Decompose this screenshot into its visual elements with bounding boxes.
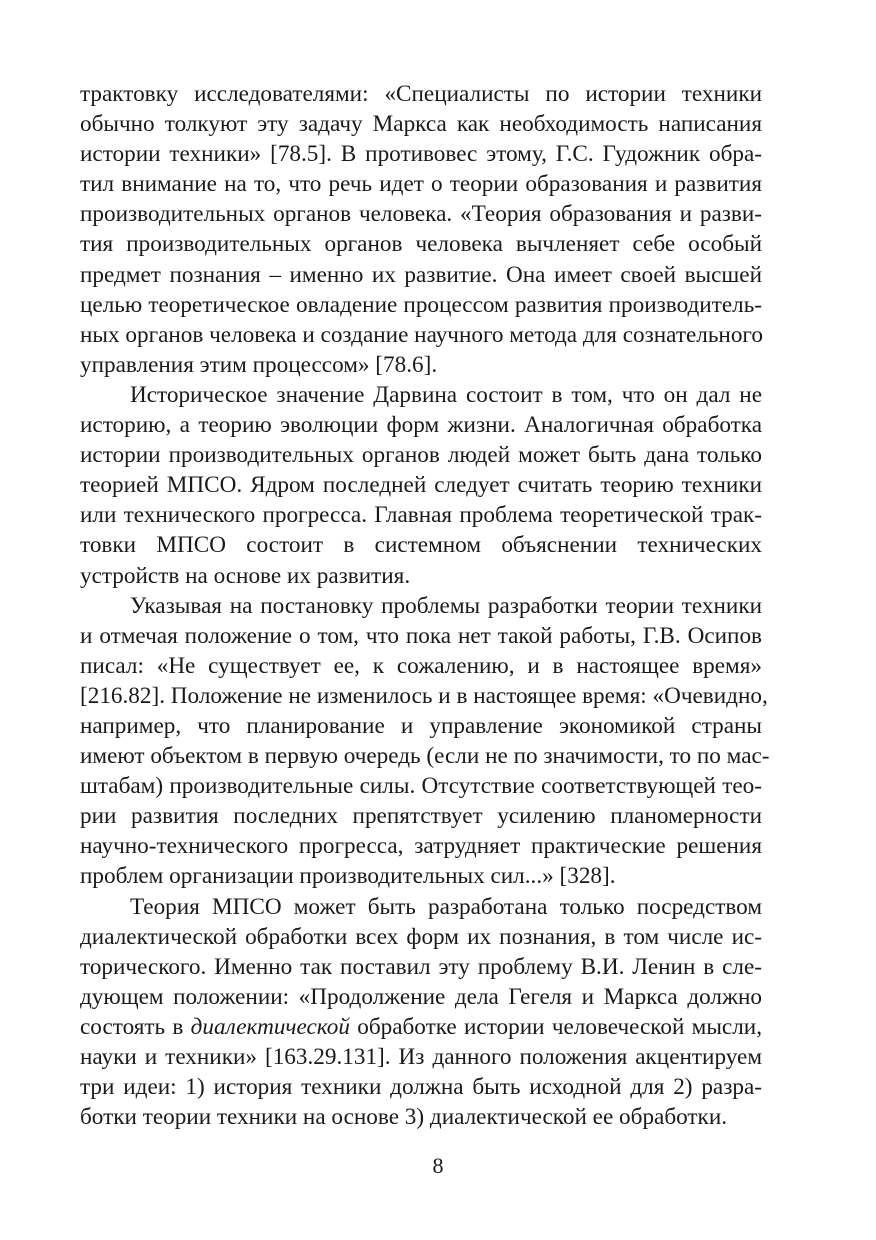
body-text [80, 79, 770, 1132]
text-line: писал: «Не существует ее, к сожалению, и в настоящее время» [80, 652, 762, 679]
text-line: науки и техники» [163.29.131]. Из данного положения акцентируем [80, 1044, 762, 1070]
text-line [80, 1012, 762, 1042]
text-line: теорией МПСО. Ядром последней следует считать теорию техники [80, 472, 762, 499]
text-line: тил внимание на то, что речь идет о теории образования и развития [80, 171, 762, 198]
paragraph [80, 380, 762, 591]
text-line: истории производительных органов людей может быть дана только [80, 442, 762, 469]
text-line: историю, а теорию эволюции форм жизни. Аналогичная обработка [80, 412, 762, 439]
text-line: научно-технического прогресса, затрудняет практические решения [80, 833, 762, 860]
text-line: Указывая на постановку проблемы разработки теории техники [130, 592, 762, 619]
text-line: управления этим процессом» [78.6]. [80, 351, 438, 378]
text-line: производительных органов человека. «Теория образования и разви- [80, 201, 762, 228]
text-line: ботки теории техники на основе 3) диалектической ее обработки. [80, 1104, 728, 1131]
text-line: предмет познания – именно их развитие. Она имеет своей высшей [80, 261, 762, 288]
text-line: обычно толкуют эту задачу Маркса как необходимость написания [80, 111, 762, 138]
text-line: торического. Именно так поставил эту проблему В.И. Ленин в сле- [80, 953, 762, 980]
paragraph [80, 79, 762, 380]
text-line: три идеи: 1) история техники должна быть исходной для 2) разра- [80, 1074, 762, 1101]
text-line: товки МПСО состоит в системном объяснении технических [80, 532, 762, 559]
text-run: состоять в [80, 1013, 191, 1040]
text-line: устройств на основе их развития. [80, 562, 411, 589]
text-line: целью теоретическое овладение процессом развития производитель- [80, 291, 762, 318]
text-line: трактовку исследователями: «Специалисты по истории техники [80, 81, 762, 107]
text-line: например, что планирование и управление экономикой страны [80, 712, 762, 739]
text-line: тия производительных органов человека вычленяет себе особый [80, 231, 762, 258]
text-line: [216.82]. Положение не изменилось и в настоящее время: «Очевидно, [80, 682, 768, 709]
text-line: проблем организации производительных сил...» [328]. [80, 863, 616, 890]
paragraph [80, 591, 770, 892]
text-line: дующем положении: «Продолжение дела Гегеля и Маркса должно [80, 983, 762, 1010]
text-line: ных органов человека и создание научного метода для сознательного [80, 321, 763, 348]
text-line: диалектической обработки всех форм их познания, в том числе ис- [80, 923, 762, 950]
text-line: штабам) производительные силы. Отсутствие соответствующей тео- [80, 773, 762, 800]
text-run: обработке истории человеческой мысли, [349, 1013, 763, 1040]
text-line: или технического прогресса. Главная проблема теоретической трак- [80, 502, 762, 529]
text-line: рии развития последних препятствует усилению планомерности [80, 803, 762, 830]
text-line: Историческое значение Дарвина состоит в том, что он дал не [130, 381, 762, 408]
text-line: и отмечая положение о том, что пока нет такой работы, Г.В. Осипов [80, 622, 762, 649]
text-line: Теория МПСО может быть разработана только посредством [130, 893, 762, 920]
paragraph [80, 892, 762, 1133]
italic-emphasis: диалектической [190, 1013, 350, 1040]
text-line: истории техники» [78.5]. В противовес этому, Г.С. Гудожник обра- [80, 141, 762, 168]
page-number: 8 [432, 1153, 444, 1178]
text-line: имеют объектом в первую очередь (если не по значимости, то по мас- [80, 743, 770, 770]
